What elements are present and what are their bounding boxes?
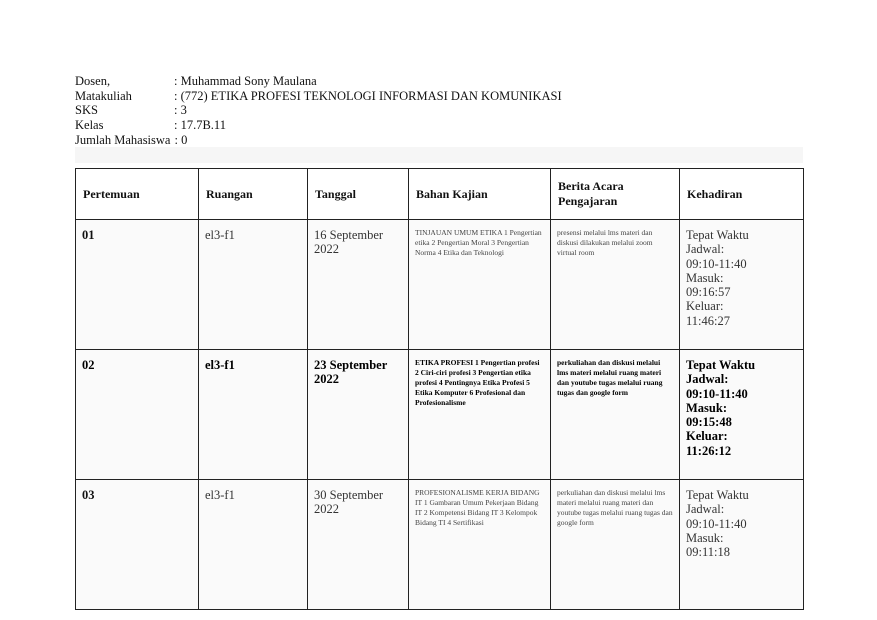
matakuliah-value: : (772) ETIKA PROFESI TEKNOLOGI INFORMASI DAN KOMUNIKASI [174, 88, 562, 103]
header-row-matakuliah [75, 89, 562, 104]
col-header-pertemuan: Pertemuan [76, 169, 199, 220]
table-row [76, 350, 804, 480]
jumlah-label: Jumlah Mahasiswa [75, 132, 171, 147]
kehadiran-jadwal: 09:10-11:40 [686, 256, 747, 271]
cell-pertemuan: 01 [76, 220, 199, 350]
kehadiran-masuk-label: Masuk: [686, 530, 724, 545]
matakuliah-label: Matakuliah [75, 88, 132, 103]
cell-kehadiran [680, 220, 804, 350]
course-header [75, 74, 562, 148]
kehadiran-keluar: 11:46:27 [686, 313, 730, 328]
kehadiran-masuk: 09:11:18 [686, 545, 730, 560]
kehadiran-masuk: 09:15:48 [686, 415, 732, 430]
kehadiran-jadwal-label: Jadwal: [686, 372, 729, 387]
cell-pertemuan: 02 [76, 350, 199, 480]
cell-bahan-kajian: PROFESIONALISME KERJA BIDANG IT 1 Gambaran Umum Pekerjaan Bidang IT 2 Kompetensi Bidang IT 3 Kelompok Bidang TI 4 Sertifikasi [409, 480, 551, 610]
dosen-label: Dosen, [75, 74, 111, 88]
kehadiran-status: Tepat Waktu [686, 488, 749, 502]
col-header-berita-acara: Berita Acara Pengajaran [551, 169, 680, 220]
kehadiran-keluar: 11:26:12 [686, 443, 732, 458]
kehadiran-jadwal-label: Jadwal: [686, 242, 725, 257]
sks-value: : 3 [174, 103, 187, 118]
cell-ruangan: el3-f1 [199, 350, 308, 480]
kehadiran-masuk-label: Masuk: [686, 270, 724, 285]
cell-bahan-kajian: ETIKA PROFESI 1 Pengertian profesi 2 Ciri-ciri profesi 3 Pengertian etika profesi 4 Pentingnya Etika Profesi 5 Etika Komputer 6 Profesional dan Profesionalisme [409, 350, 551, 480]
jumlah-value: : 0 [174, 132, 188, 147]
cell-kehadiran [680, 480, 804, 610]
col-header-bahan-kajian: Bahan Kajian [409, 169, 551, 220]
kehadiran-keluar-label: Keluar: [686, 429, 728, 444]
cell-tanggal: 23 September 2022 [308, 350, 409, 480]
table-row [76, 220, 804, 350]
kehadiran-jadwal: 09:10-11:40 [686, 386, 748, 401]
kehadiran-masuk-label: Masuk: [686, 400, 727, 415]
kelas-value: : 17.7B.11 [174, 118, 226, 133]
table-row [76, 480, 804, 610]
kehadiran-masuk: 09:16:57 [686, 285, 731, 300]
cell-tanggal: 16 September 2022 [308, 220, 409, 350]
kehadiran-jadwal-label: Jadwal: [686, 502, 725, 517]
kehadiran-keluar-label: Keluar: [686, 299, 724, 314]
header-divider-band [75, 147, 803, 163]
kelas-label: Kelas [75, 118, 104, 133]
header-row-sks [75, 103, 562, 118]
col-header-tanggal: Tanggal [308, 169, 409, 220]
header-row-dosen [75, 74, 562, 89]
col-header-kehadiran: Kehadiran [680, 169, 804, 220]
kehadiran-status: Tepat Waktu [686, 358, 756, 372]
dosen-value: : Muhammad Sony Maulana [174, 74, 317, 88]
cell-ruangan: el3-f1 [199, 480, 308, 610]
header-row-jumlah [75, 133, 562, 148]
cell-bahan-kajian: TINJAUAN UMUM ETIKA 1 Pengertian etika 2 Pengertian Moral 3 Pengertian Norma 4 Etika dan Teknologi [409, 220, 551, 350]
kehadiran-status: Tepat Waktu [686, 228, 749, 242]
cell-berita-acara: perkuliahan dan diskusi melalui lms materi melalui ruang materi dan youtube tugas melalui ruang tugas dan google form [551, 480, 680, 610]
sks-label: SKS [75, 103, 98, 118]
cell-tanggal: 30 September 2022 [308, 480, 409, 610]
attendance-table [75, 168, 804, 610]
cell-kehadiran [680, 350, 804, 480]
cell-pertemuan: 03 [76, 480, 199, 610]
cell-berita-acara: perkuliahan dan diskusi melalui lms materi melalui ruang materi dan youtube tugas melalui ruang tugas dan google form [551, 350, 680, 480]
col-header-ruangan: Ruangan [199, 169, 308, 220]
kehadiran-jadwal: 09:10-11:40 [686, 516, 747, 531]
cell-berita-acara: presensi melalui lms materi dan diskusi dilakukan melalui zoom virtual room [551, 220, 680, 350]
table-header-row [76, 169, 804, 220]
cell-ruangan: el3-f1 [199, 220, 308, 350]
header-row-kelas [75, 118, 562, 133]
